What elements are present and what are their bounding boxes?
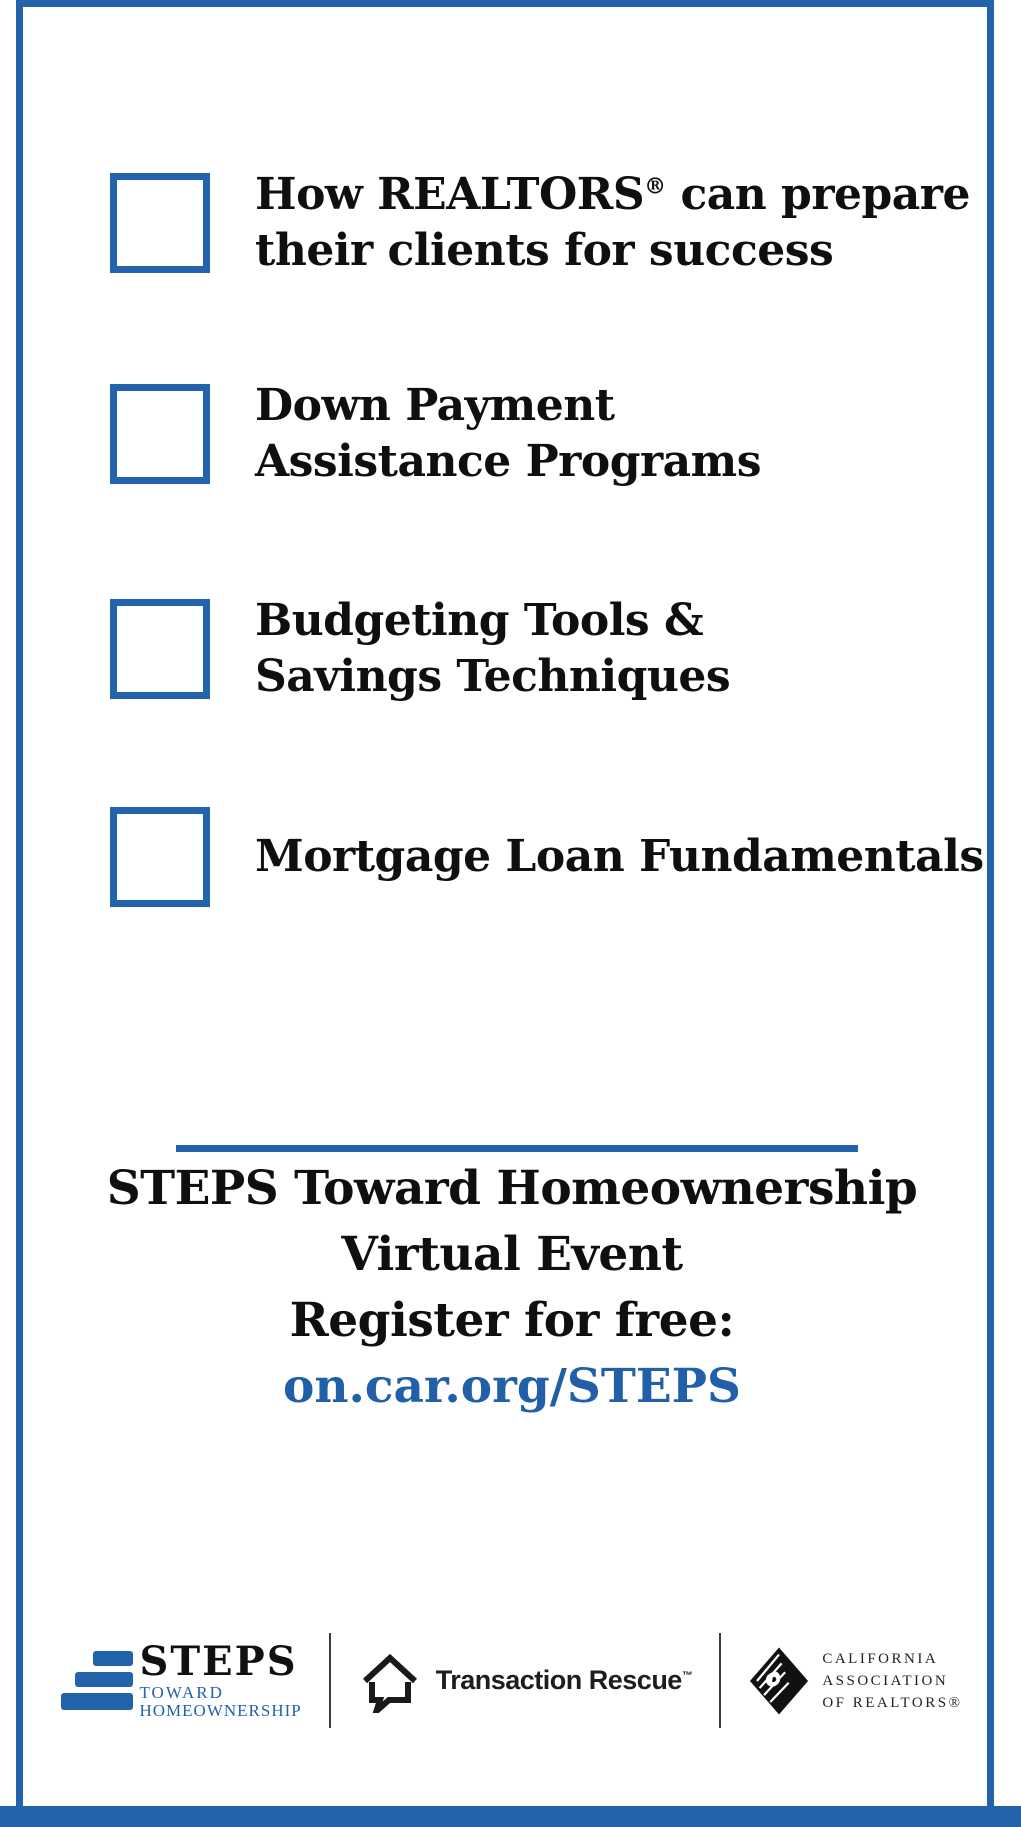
- car-line: CALIFORNIA: [822, 1650, 939, 1667]
- car-logo: [748, 1644, 962, 1718]
- rescue-text: Transaction Rescue: [435, 1665, 682, 1695]
- checklist-item-label: [255, 378, 761, 490]
- label-line: Down Payment: [255, 380, 615, 431]
- stair-block: [75, 1672, 133, 1687]
- divider-line: [176, 1145, 858, 1152]
- footer-divider: [329, 1633, 331, 1728]
- label-line: Budgeting Tools &: [255, 595, 704, 646]
- car-line: OF REALTORS®: [822, 1694, 963, 1711]
- steps-logo: [61, 1637, 302, 1720]
- transaction-rescue-label: [436, 1665, 693, 1696]
- steps-stairs-icon: [61, 1651, 133, 1710]
- car-bear-diamond-icon: [748, 1644, 810, 1718]
- steps-logo-sub1: TOWARD: [139, 1682, 224, 1702]
- checklist-item-label: [255, 829, 984, 885]
- label-text: How REALTORS: [255, 169, 645, 220]
- event-title: STEPS Toward Homeownership: [106, 1161, 918, 1216]
- transaction-rescue-logo: [358, 1649, 693, 1713]
- label-line: their clients for success: [255, 225, 834, 276]
- footer-logo-strip: [23, 1628, 1001, 1733]
- stair-block: [61, 1693, 133, 1710]
- label-line: Savings Techniques: [255, 651, 731, 702]
- checkbox[interactable]: [110, 599, 210, 699]
- steps-logo-text: [139, 1637, 302, 1720]
- event-subtitle: Virtual Event: [341, 1227, 683, 1282]
- checklist-item-label: [255, 593, 730, 705]
- checklist-item: [110, 167, 970, 279]
- steps-logo-name: STEPS: [139, 1637, 298, 1685]
- label-line: [255, 167, 970, 223]
- checkbox[interactable]: [110, 384, 210, 484]
- registered-mark: ®: [644, 173, 666, 200]
- label-line: Mortgage Loan Fundamentals: [255, 831, 984, 882]
- steps-logo-sub2: HOMEOWNERSHIP: [139, 1700, 302, 1720]
- footer-divider: [719, 1633, 721, 1728]
- checkbox[interactable]: [110, 807, 210, 907]
- car-logo-text: [822, 1648, 962, 1714]
- checklist-item: [110, 807, 984, 907]
- event-link[interactable]: on.car.org/STEPS: [283, 1359, 741, 1414]
- label-line: Assistance Programs: [255, 436, 761, 487]
- event-cta: Register for free:: [289, 1293, 735, 1348]
- house-chat-icon: [358, 1649, 422, 1713]
- checklist-item: [110, 593, 730, 705]
- car-line: ASSOCIATION: [822, 1672, 949, 1689]
- trademark-mark: ™: [681, 1670, 693, 1682]
- label-text: can prepare: [665, 169, 970, 220]
- checklist-item: [110, 378, 761, 490]
- checkbox[interactable]: [110, 173, 210, 273]
- stair-block: [93, 1651, 133, 1666]
- checklist-item-label: [255, 167, 970, 279]
- bottom-bar: [0, 1806, 1021, 1827]
- event-block: [23, 1156, 1001, 1420]
